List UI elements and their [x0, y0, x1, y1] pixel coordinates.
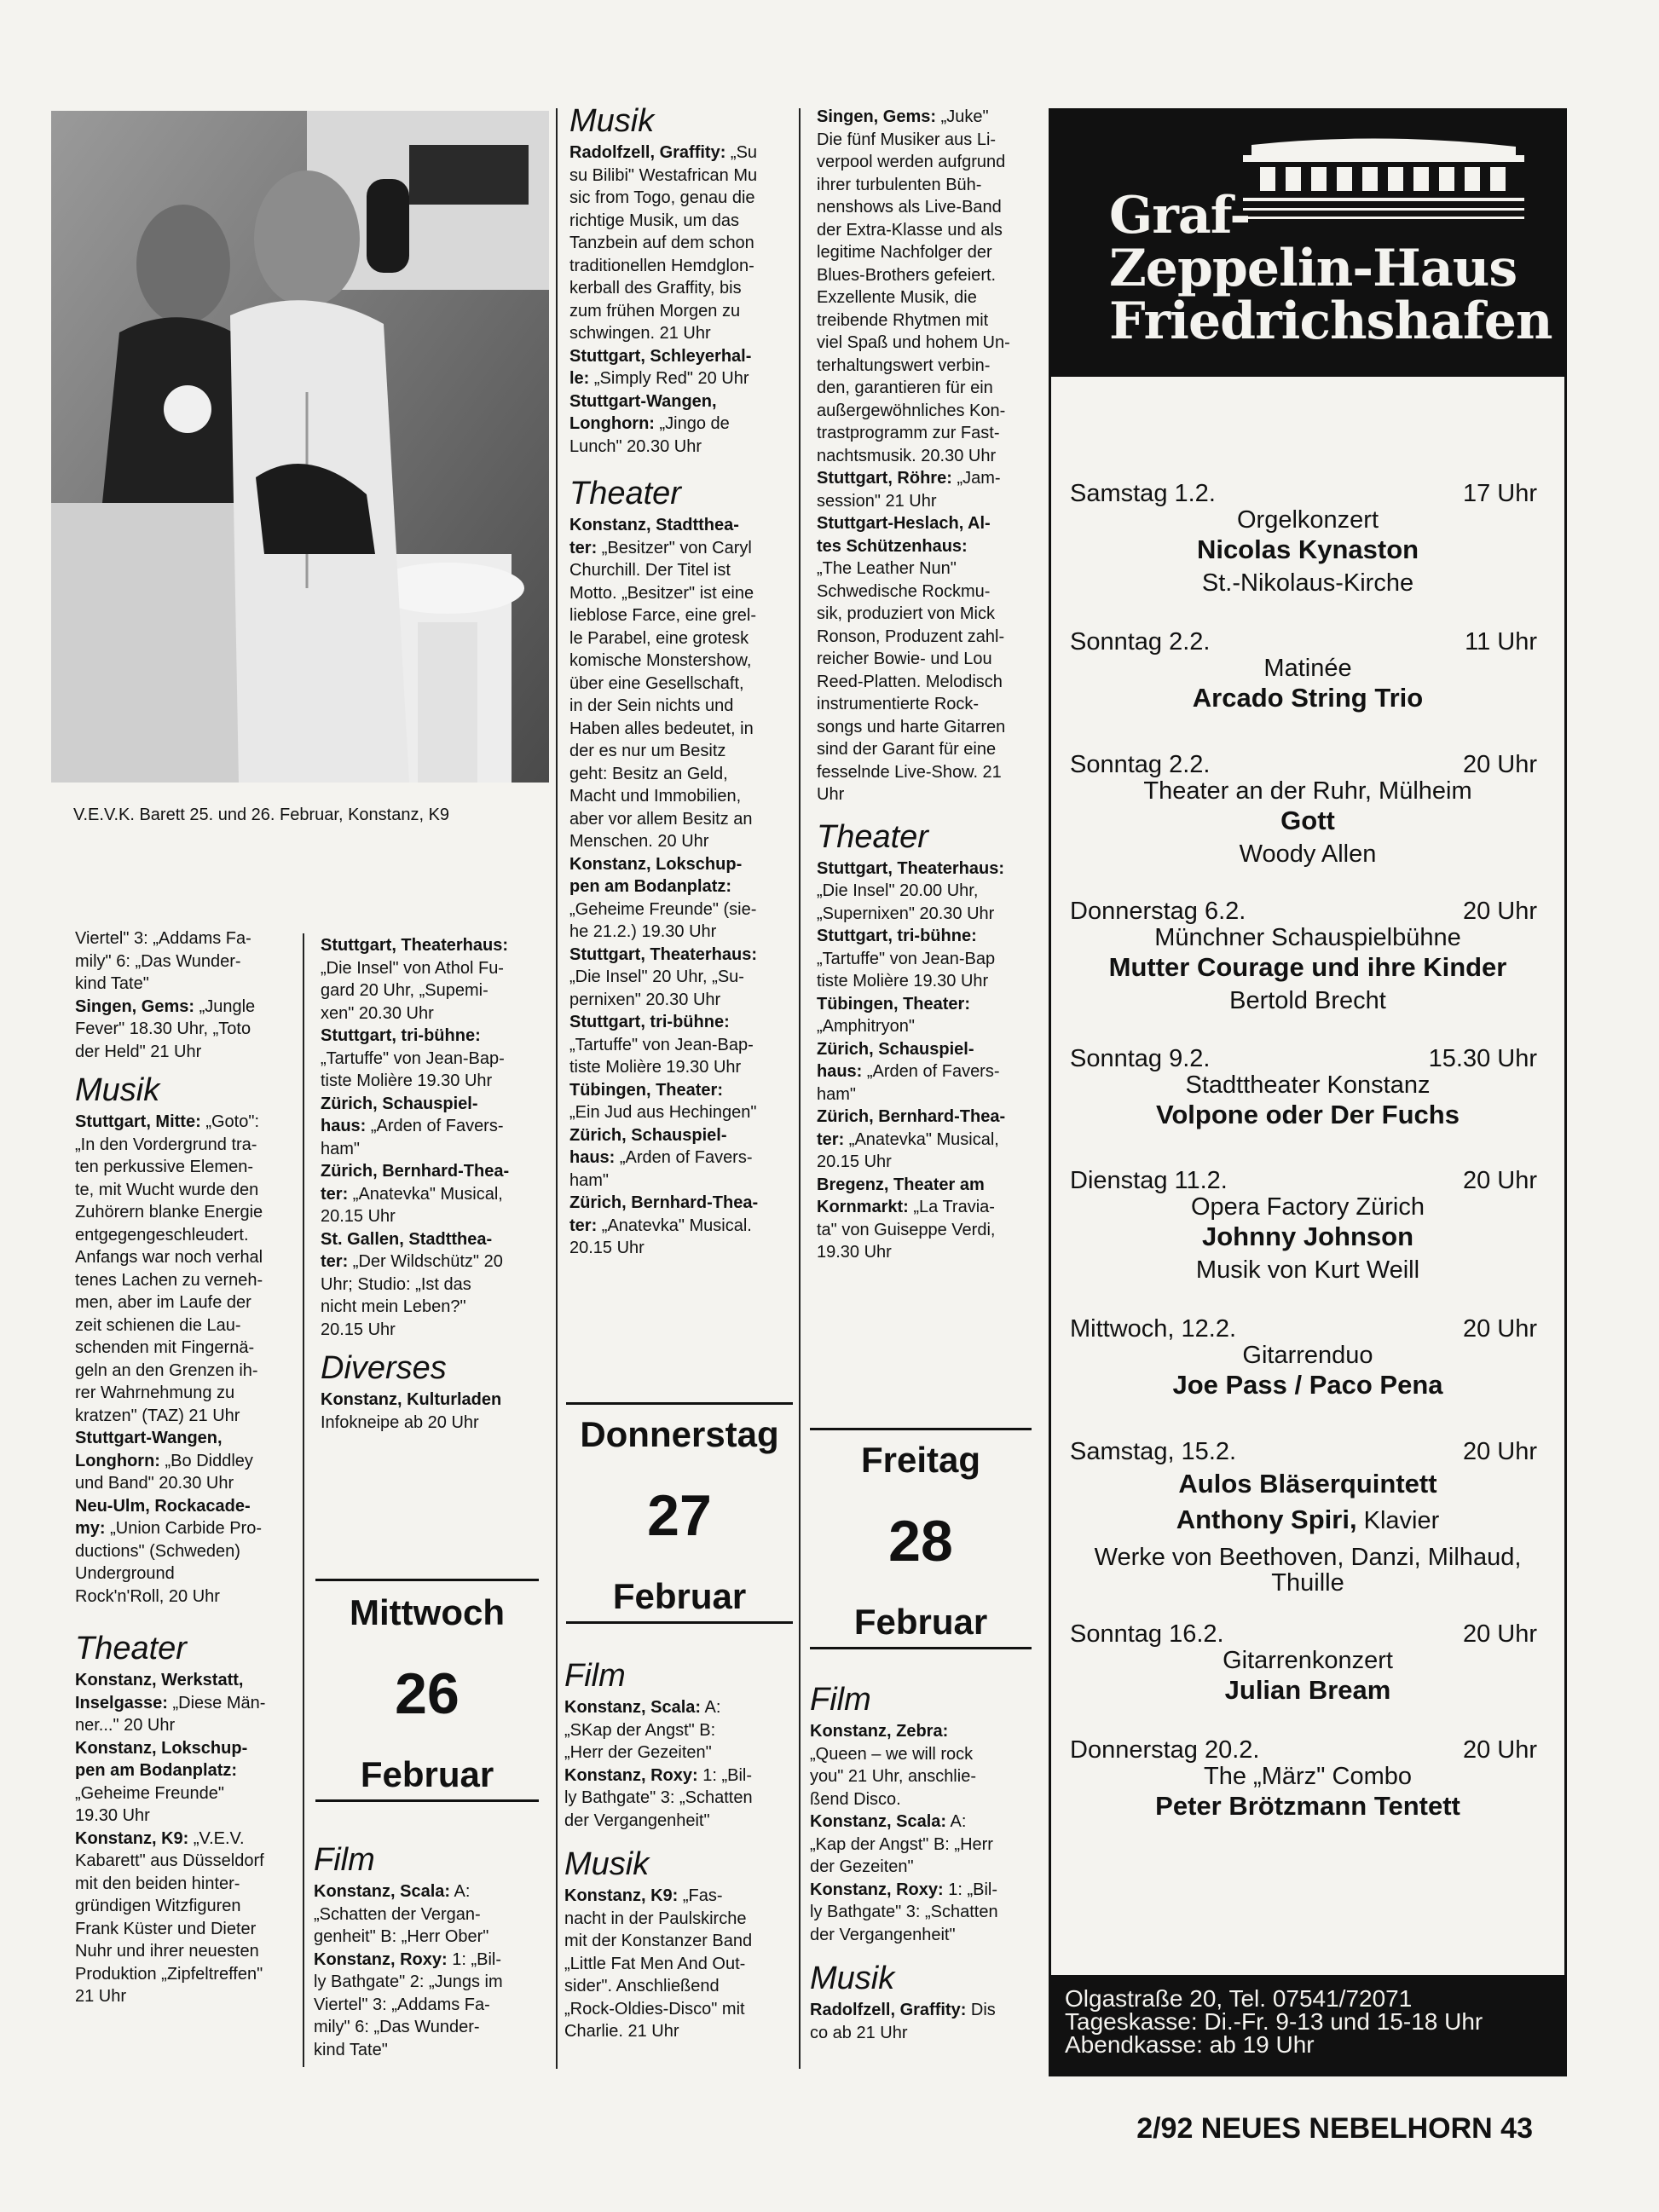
section-heading-film: Film [564, 1658, 626, 1694]
event-artist: Nicolas Kynaston [1196, 534, 1419, 564]
listing-entry: Konstanz, Scala: A: „SKap der Angst" B: „Herr der Gezeiten" [564, 1698, 721, 1762]
listing-entry: Konstanz, Scala: A: „Schatten der Vergan- genheit" B: „Herr Ober" [314, 1882, 489, 1946]
listing-entry: Tübingen, Theater: „Ein Jud aus Hechingen" [569, 1080, 757, 1122]
listing-entry: Zürich, Schauspiel- haus: „Arden of Favers- ham" [569, 1125, 753, 1190]
listing-entry: Konstanz, Roxy: 1: „Bil- ly Bathgate" 2: „Jungs im Viertel" 3: „Addams Fa- mily" 6: „Das Wunder- kind Tate" [314, 1949, 503, 2059]
column-4 [817, 106, 1040, 1264]
day-name: Mittwoch [350, 1592, 505, 1632]
event-photo [51, 111, 549, 783]
listing-entry: Singen, Gems: „Juke" Die fünf Musiker aus Li- verpool werden aufgrund ihrer turbulenten Büh- nenshows als Live-Band der Extra-Klasse und als legitime Nachfolger der Blues-Brothers gefeiert. Exzellente Musik, die treibende Rhytmen mit viel Spaß und hohem Un- terhaltungswert verbin- den, garantieren für ein außergewöhnliches Kon- trastprogramm zur Fast- nachtsmusik. 20.30 Uhr [817, 107, 1010, 465]
listing-entry: Konstanz, Lokschup- pen am Bodanplatz: „Geheime Freunde" (sie- he 21.2.) 19.30 Uhr [569, 854, 757, 941]
listing-entry: Konstanz, Roxy: 1: „Bil- ly Bathgate" 3: „Schatten der Vergangenheit" [810, 1880, 998, 1944]
listing-entry: Zürich, Bernhard-Thea- ter: „Anatevka" Musical, 20.15 Uhr [817, 1107, 1006, 1171]
column-3 [569, 95, 793, 1260]
event-note: Woody Allen [1239, 840, 1377, 868]
day-rule [315, 1579, 539, 1581]
event-artist: Arcado String Trio [1192, 683, 1424, 713]
event-artist: Johnny Johnson [1202, 1222, 1413, 1251]
day-rule [566, 1402, 793, 1405]
event-artist: Joe Pass / Paco Pena [1172, 1370, 1443, 1400]
column-3-bottom [564, 1649, 795, 2043]
section-heading-theater: Theater [75, 1631, 187, 1666]
listing-entry: Singen, Gems: „Jungle Fever" 18.30 Uhr, „Toto der Held" 21 Uhr [75, 996, 256, 1061]
listing-entry: Konstanz, Scala: A: „Kap der Angst" B: „Herr der Gezeiten" [810, 1812, 993, 1876]
event-note: St.-Nikolaus-Kirche [1201, 569, 1414, 597]
day-month: Februar [360, 1754, 494, 1794]
listing-entry: Konstanz, K9: „V.E.V. Kabarett" aus Düsseldorf mit den beiden hinter- gründigen Witzfiguren Frank Küster und Dieter Nuhr und ihrer neuesten Produktion „Zipfeltreffen" 21 Uhr [75, 1828, 264, 2006]
event-listing [1051, 1314, 1564, 1403]
evening-box-office: Abendkasse: ab 19 Uhr [1065, 2031, 1315, 2058]
event-artist: Aulos Bläserquintett [1178, 1469, 1437, 1499]
event-listing [1051, 1437, 1564, 1596]
listing-entry: Konstanz, Roxy: 1: „Bil- ly Bathgate" 3: „Schatten der Vergangenheit" [564, 1765, 753, 1830]
event-artist: Julian Bream [1224, 1675, 1391, 1705]
event-listing [1051, 1620, 1564, 1708]
listing-entry: Stuttgart, tri-bühne: „Tartuffe" von Jean-Bap- tiste Molière 19.30 Uhr [569, 1013, 754, 1077]
day-number: 26 [395, 1661, 460, 1726]
page-footer: 2/92 NEUES NEBELHORN 43 [1136, 2112, 1533, 2145]
event-artist: Peter Brötzmann Tentett [1155, 1791, 1460, 1821]
listing-entry: Zürich, Bernhard-Thea- ter: „Anatevka" Musical. 20.15 Uhr [569, 1193, 759, 1257]
column-2-bottom [314, 1833, 544, 2061]
event-listing [1051, 1736, 1564, 1824]
event-note: Musik von Kurt Weill [1195, 1256, 1420, 1284]
col1-top-text: Viertel" 3: „Addams Fa- mily" 6: „Das Wunder- kind Tate" [75, 929, 251, 993]
event-subtitle: Gitarrenkonzert [1223, 1647, 1393, 1674]
event-date-row: Dienstag 11.2. 20 Uhr [1070, 1167, 1537, 1194]
event-subtitle: Stadttheater Konstanz [1185, 1071, 1431, 1099]
column-divider [303, 933, 304, 2067]
zeppelin-title: Graf- Zeppelin-Haus Friedrichshafen [1109, 186, 1552, 351]
event-subtitle: Münchner Schauspielbühne [1154, 924, 1461, 951]
day-number: 28 [888, 1509, 953, 1574]
section-heading-theater: Theater [569, 476, 681, 511]
event-artist: Volpone oder Der Fuchs [1156, 1100, 1460, 1129]
event-artist: Gott [1280, 806, 1335, 835]
event-subtitle: Orgelkonzert [1236, 506, 1379, 534]
zeppelin-footer [1051, 1975, 1564, 2074]
listing-entry: Bregenz, Theater am Kornmarkt: „La Travia- ta" von Guiseppe Verdi, 19.30 Uhr [817, 1175, 996, 1262]
event-date-row: Samstag, 15.2. 20 Uhr [1070, 1438, 1537, 1465]
listing-entry: Zürich, Schauspiel- haus: „Arden of Favers- ham" [817, 1039, 1000, 1104]
photo-illustration [51, 111, 549, 783]
section-heading-film: Film [314, 1842, 375, 1878]
section-heading-musik: Musik [569, 103, 655, 139]
listing-entry: Stuttgart-Heslach, Al- tes Schützenhaus: „The Leather Nun" Schwedische Rockmu- sik, produziert von Mick Ronson, Produzent zahl- reicher Bowie- und Lou Reed-Platten. Melodisch instrumentierte Rock- songs und harte Gitarren sind der Garant für eine fesselnde Live-Show. 21 Uhr [817, 514, 1006, 804]
section-heading-diverses: Diverses [321, 1350, 447, 1386]
listing-entry: Konstanz, Kulturladen Infokneipe ab 20 Uhr [321, 1390, 502, 1432]
listing-entry: Stuttgart, tri-bühne: „Tartuffe" von Jean-Bap tiste Molière 19.30 Uhr [817, 927, 996, 990]
listing-entry: Radolfzell, Graffity: „Su su Bilibi" Westafrican Mu sic from Togo, genau die richtige Musik, um das Tanzbein auf dem schon traditionellen Hemdglon- kerball des Graffity, bis zum frühen Morgen zu schwingen. 21 Uhr [569, 143, 758, 343]
listing-entry: Zürich, Bernhard-Thea- ter: „Anatevka" Musical, 20.15 Uhr [321, 1162, 510, 1226]
event-subtitle: Opera Factory Zürich [1191, 1193, 1425, 1221]
event-subtitle: Gitarrenduo [1242, 1342, 1373, 1369]
day-month: Februar [853, 1602, 988, 1642]
event-date-row: Sonntag 9.2. 15.30 Uhr [1070, 1045, 1537, 1072]
listing-entry: Stuttgart, Mitte: „Goto": „In den Vordergrund tra- ten perkussive Elemen- te, mit Wucht wurde den Zuhörern blanke Energie entgegengeschleudert. Anfangs war noch verhal tenes Lachen zu verneh- men, aber im Laufe der zeit schienen die Lau- schenden mit Fingernä- geln an den Grenzen ih- rer Wahrnehmung zu kratzen" (TAZ) 21 Uhr [75, 1112, 263, 1425]
event-subtitle: The „März" Combo [1204, 1763, 1412, 1790]
event-date-row: Sonntag 2.2. 11 Uhr [1070, 628, 1537, 656]
day-block-wednesday [315, 1579, 539, 1802]
photo-caption: V.E.V.K. Barett 25. und 26. Februar, Konstanz, K9 [73, 806, 450, 824]
event-artist-2: Anthony Spiri, Klavier [1176, 1505, 1440, 1534]
event-date-row: Mittwoch, 12.2. 20 Uhr [1070, 1315, 1537, 1343]
event-listing [1051, 627, 1564, 716]
event-note: Bertold Brecht [1229, 987, 1386, 1014]
day-rule [810, 1647, 1032, 1649]
section-heading-musik: Musik [75, 1072, 160, 1108]
listing-entry: St. Gallen, Stadtthea- ter: „Der Wildschütz" 20 Uhr; Studio: „Ist das nicht mein Leben?" 20.15 Uhr [321, 1229, 503, 1339]
listing-entry: Tübingen, Theater: „Amphitryon" [817, 994, 970, 1036]
listing-entry: Stuttgart, Theaterhaus: „Die Insel" von Athol Fu- gard 20 Uhr, „Supemi- xen" 20.30 Uhr [321, 936, 509, 1023]
day-rule [810, 1428, 1032, 1430]
event-listing [1051, 479, 1564, 598]
column-1 [75, 927, 301, 2008]
event-listing [1051, 897, 1564, 1016]
listing-entry: Stuttgart, Theaterhaus: „Die Insel" 20.00 Uhr, „Supernixen" 20.30 Uhr [817, 858, 1005, 923]
event-subtitle: Theater an der Ruhr, Mülheim [1143, 777, 1472, 805]
listing-entry: Radolfzell, Graffity: Dis co ab 21 Uhr [810, 2001, 996, 2042]
listing-entry: Konstanz, Lokschup- pen am Bodanplatz: „Geheime Freunde" 19.30 Uhr [75, 1738, 248, 1825]
listing-entry: Konstanz, Werkstatt, Inselgasse: „Diese Män- ner..." 20 Uhr [75, 1671, 266, 1735]
listing-entry: Stuttgart-Wangen, Longhorn: „Jingo de Lunch" 20.30 Uhr [569, 391, 730, 456]
listing-entry: Stuttgart, Röhre: „Jam- session" 21 Uhr [817, 469, 1001, 511]
address-line: Olgastraße 20, Tel. 07541/72071 [1065, 1985, 1413, 2012]
event-subtitle: Matinée [1263, 655, 1352, 682]
event-date-row: Sonntag 2.2. 20 Uhr [1070, 751, 1537, 778]
event-date-row: Sonntag 16.2. 20 Uhr [1070, 1620, 1537, 1648]
listing-entry: Konstanz, Stadtthea- ter: „Besitzer" von Caryl Churchill. Der Titel ist Motto. „Besitzer" ist eine lieblose Farce, eine grel- le Parabel, eine grotesk komische Monstershow, über eine Gesellschaft, in der Sein nichts und Haben alles bedeutet, in der es nur um Besitz geht: Besitz an Geld, Macht und Immobilien, aber vor allem Besitz an Menschen. 20 Uhr [569, 516, 756, 851]
event-listing [1051, 1044, 1564, 1133]
listing-entry: Stuttgart, tri-bühne: „Tartuffe" von Jean-Bap- tiste Molière 19.30 Uhr [321, 1026, 505, 1090]
day-name: Freitag [860, 1440, 981, 1480]
section-heading-musik: Musik [564, 1846, 650, 1882]
event-note: Werke von Beethoven, Danzi, Milhaud, Thuille [1094, 1544, 1522, 1597]
event-date-row: Samstag 1.2. 17 Uhr [1070, 480, 1537, 507]
day-block-friday [810, 1428, 1032, 1649]
event-listing [1051, 750, 1564, 869]
event-date-row: Donnerstag 20.2. 20 Uhr [1070, 1736, 1537, 1764]
listing-entry: Stuttgart-Wangen, Longhorn: „Bo Diddley und Band" 20.30 Uhr [75, 1429, 253, 1493]
zeppelin-header [1051, 111, 1564, 377]
box-office-hours: Tageskasse: Di.-Fr. 9-13 und 15-18 Uhr [1065, 2008, 1483, 2035]
zeppelin-haus-box [1049, 108, 1567, 2076]
column-divider [799, 108, 801, 2069]
event-date-row: Donnerstag 6.2. 20 Uhr [1070, 898, 1537, 925]
section-heading-musik: Musik [810, 1961, 895, 1996]
column-2 [321, 934, 544, 1434]
listing-entry: Neu-Ulm, Rockacade- my: „Union Carbide Pro- ductions" (Schweden) Underground Rock'n'Roll, 20 Uhr [75, 1496, 262, 1606]
event-listing [1051, 1166, 1564, 1285]
listing-entry: Stuttgart, Theaterhaus: „Die Insel" 20 Uhr, „Su- pernixen" 20.30 Uhr [569, 944, 758, 1009]
day-block-thursday [566, 1402, 793, 1624]
day-number: 27 [647, 1483, 712, 1548]
listing-entry: Stuttgart, Schleyerhal- le: „Simply Red" 20 Uhr [569, 346, 752, 388]
column-divider [556, 108, 558, 2069]
listing-entry: Konstanz, Zebra: „Queen – we will rock you" 21 Uhr, anschlie- ßend Disco. [810, 1722, 976, 1809]
column-4-bottom [810, 1672, 1033, 2044]
day-name: Donnerstag [580, 1414, 779, 1454]
day-rule [566, 1621, 793, 1624]
listing-entry: Zürich, Schauspiel- haus: „Arden of Favers- ham" [321, 1094, 504, 1158]
day-rule [315, 1799, 539, 1802]
section-heading-film: Film [810, 1682, 871, 1718]
listing-entry: Konstanz, K9: „Fas- nacht in der Paulskirche mit der Konstanzer Band „Little Fat Men And Out- sider". Anschließend „Rock-Oldies-Disco" mit Charlie. 21 Uhr [564, 1886, 753, 2041]
section-heading-theater: Theater [817, 818, 928, 855]
event-artist: Mutter Courage und ihre Kinder [1108, 952, 1507, 982]
day-month: Februar [612, 1576, 747, 1616]
